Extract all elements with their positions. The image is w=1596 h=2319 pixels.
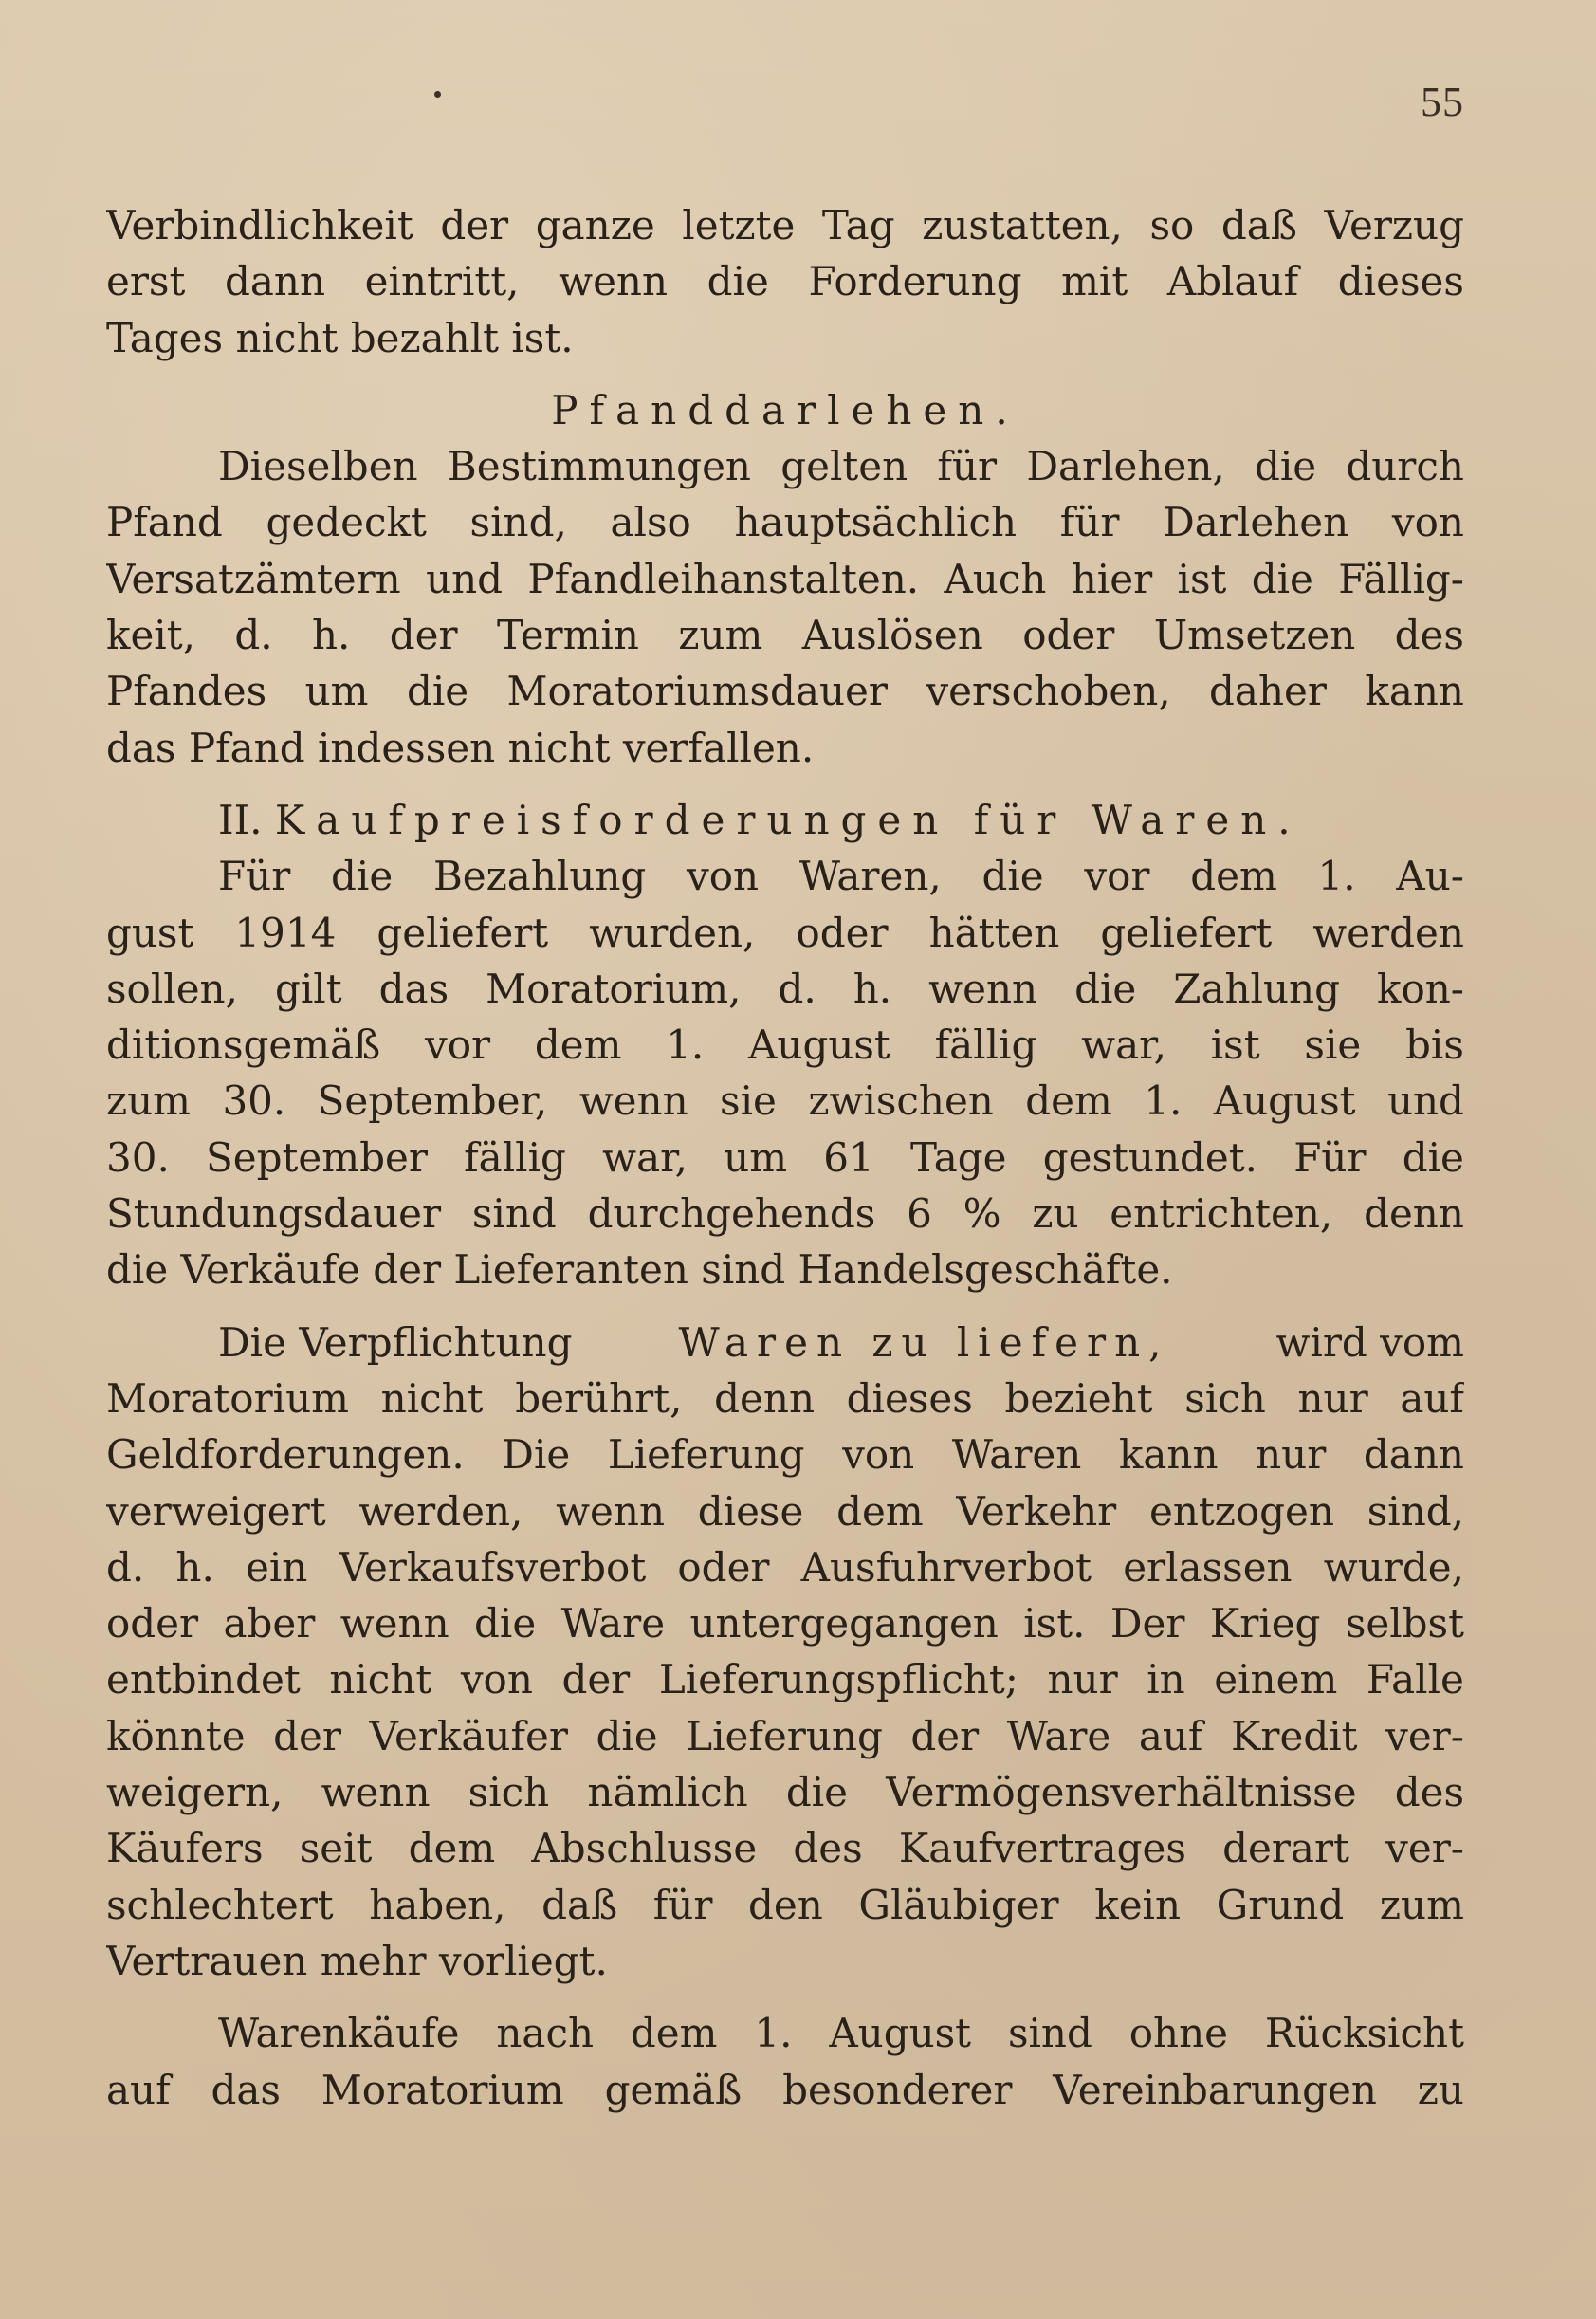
word: d. xyxy=(778,965,816,1012)
word: Moratorium xyxy=(321,2066,564,2113)
text-line xyxy=(106,438,1464,494)
word: 1. xyxy=(754,2010,793,2057)
word: Darlehen xyxy=(1163,499,1349,546)
word: Darlehen, xyxy=(1026,443,1225,490)
text-line xyxy=(106,1539,1464,1595)
word: der xyxy=(440,202,509,248)
word: Dieselben xyxy=(218,443,418,490)
word: die xyxy=(406,668,469,715)
word: nach xyxy=(496,2010,595,2057)
word: daher xyxy=(1209,668,1327,715)
word: kann xyxy=(1365,668,1464,715)
word: Auslösen xyxy=(801,612,983,659)
word: war, xyxy=(602,1133,688,1181)
word: August xyxy=(748,1021,890,1069)
text-line xyxy=(106,1764,1464,1820)
text-line xyxy=(106,2005,1464,2061)
word: auf xyxy=(1138,1712,1203,1759)
word: 6 xyxy=(907,1190,932,1238)
text-line xyxy=(106,1315,1464,1371)
word: hauptsächlich xyxy=(734,499,1018,546)
word: entbindet xyxy=(106,1656,301,1703)
text-line xyxy=(106,2062,1464,2118)
word: bis xyxy=(1405,1021,1464,1069)
word: Vereinbarungen xyxy=(1053,2066,1377,2113)
word: Moratoriumsdauer xyxy=(506,668,888,715)
text-line xyxy=(106,197,1464,253)
word: Käufers xyxy=(106,1825,264,1872)
word: ein xyxy=(245,1543,308,1591)
word: mit xyxy=(1061,258,1128,305)
text-line xyxy=(106,1651,1464,1707)
text-line: Vertrauen mehr vorliegt. xyxy=(106,1937,608,1984)
word: Ware xyxy=(1006,1712,1111,1759)
word: von xyxy=(842,1431,915,1479)
word: die xyxy=(474,1600,537,1647)
word: keit, xyxy=(106,612,195,659)
word: Pfandleihanstalten. xyxy=(527,555,920,602)
word: Der xyxy=(1110,1600,1185,1647)
word: wenn xyxy=(559,258,669,305)
word: sollen, xyxy=(106,965,238,1012)
word: Zahlung xyxy=(1173,965,1340,1012)
word: Pfand xyxy=(106,499,223,546)
word: dem xyxy=(408,1825,496,1872)
word: von xyxy=(1391,499,1464,546)
text-line xyxy=(106,1371,1464,1426)
word: wenn xyxy=(578,1077,688,1125)
word: oder xyxy=(1022,612,1115,659)
word: des xyxy=(793,1825,863,1872)
word: dieses xyxy=(846,1374,973,1422)
word: erlassen xyxy=(1123,1543,1293,1591)
word: ver- xyxy=(1385,1825,1464,1872)
word: dann xyxy=(225,258,326,305)
text-line xyxy=(106,905,1464,961)
section-number: II. xyxy=(218,796,263,843)
word: der xyxy=(389,612,458,659)
text-line xyxy=(106,848,1464,904)
word: Kaufvertrages xyxy=(898,1825,1186,1872)
word: und xyxy=(426,555,504,602)
word: haben, xyxy=(369,1881,506,1928)
word: h. xyxy=(175,1543,214,1591)
word: gelten xyxy=(780,443,908,490)
word: dem xyxy=(630,2010,718,2057)
word: 1. xyxy=(666,1021,705,1069)
word: dieses xyxy=(1337,258,1464,305)
word: ohne xyxy=(1128,2010,1228,2057)
word: entzogen xyxy=(1148,1487,1334,1535)
word: Verkehr xyxy=(956,1487,1117,1535)
word: dem xyxy=(534,1021,622,1069)
word: besonderer xyxy=(782,2066,1013,2113)
word: vor xyxy=(424,1021,491,1069)
word: zustatten, xyxy=(922,202,1123,248)
text-line: Tages nicht bezahlt ist. xyxy=(106,314,574,361)
word: für xyxy=(1059,499,1120,546)
word: 1. xyxy=(1317,853,1356,900)
word: die xyxy=(1251,555,1313,602)
word: Lieferungspflicht; xyxy=(658,1656,1018,1703)
word: September xyxy=(206,1133,428,1181)
word: könnte xyxy=(106,1712,246,1759)
word: Falle xyxy=(1366,1656,1464,1703)
word: Rücksicht xyxy=(1264,2010,1464,2057)
word: Umsetzen xyxy=(1153,612,1356,659)
text-line xyxy=(106,494,1464,550)
word: hier xyxy=(1071,555,1153,602)
word: 30. xyxy=(106,1133,170,1181)
word: ist xyxy=(1210,1021,1260,1069)
word: also xyxy=(610,499,691,546)
word: aber xyxy=(223,1600,316,1647)
word: Verzug xyxy=(1324,202,1464,248)
word: den xyxy=(748,1881,823,1928)
text-fragment: Die Verpflichtung xyxy=(218,1318,573,1366)
word: verweigert xyxy=(106,1487,326,1535)
word: sich xyxy=(468,1769,550,1816)
word: der xyxy=(910,1712,980,1759)
text-line xyxy=(106,1073,1464,1129)
word: Tag xyxy=(821,202,895,248)
word: Au- xyxy=(1396,853,1464,900)
word: der xyxy=(273,1712,341,1759)
page-mark xyxy=(434,91,441,98)
word: wenn xyxy=(928,965,1038,1012)
word: von xyxy=(460,1656,533,1703)
word: Abschlusse xyxy=(531,1825,758,1872)
text-line xyxy=(106,1877,1464,1933)
word: h. xyxy=(311,612,351,659)
word: Verkäufer xyxy=(369,1712,568,1759)
word: seit xyxy=(299,1825,373,1872)
word: 1. xyxy=(1144,1077,1183,1125)
page-body xyxy=(106,197,1464,2118)
emphasized-phrase: Waren zu liefern, xyxy=(678,1318,1170,1366)
word: Waren xyxy=(951,1431,1082,1479)
word: Bezahlung xyxy=(432,853,647,900)
word: die xyxy=(1074,965,1137,1012)
word: wenn xyxy=(556,1487,666,1535)
word: fällig xyxy=(464,1133,566,1181)
section-heading-pfanddarlehen: Pfanddarlehen. xyxy=(551,386,1019,433)
text-line xyxy=(106,961,1464,1017)
word: Ausfuhrverbot xyxy=(800,1543,1092,1591)
word: zu xyxy=(1032,1190,1079,1238)
word: entrichten, xyxy=(1110,1190,1333,1238)
word: dem xyxy=(836,1487,924,1535)
word: daß xyxy=(541,1881,618,1928)
word: um xyxy=(304,668,369,715)
word: diese xyxy=(697,1487,804,1535)
text-fragment: wird vom xyxy=(1275,1318,1464,1366)
word: des xyxy=(1394,612,1464,659)
word: wurde, xyxy=(1323,1543,1464,1591)
word: letzte xyxy=(682,202,796,248)
word: gust xyxy=(106,909,194,956)
word: gestundet. xyxy=(1042,1133,1257,1181)
word: ist xyxy=(1177,555,1227,602)
word: die xyxy=(981,853,1044,900)
text-line xyxy=(106,663,1464,719)
word: ist. xyxy=(1023,1600,1086,1647)
word: Forderung xyxy=(808,258,1022,305)
word: Auch xyxy=(944,555,1047,602)
text-line xyxy=(106,1130,1464,1186)
word: Ware xyxy=(560,1600,666,1647)
word: des xyxy=(1394,1769,1464,1816)
word: 1914 xyxy=(234,909,337,956)
word: erst xyxy=(106,258,186,305)
word: Ablauf xyxy=(1166,258,1299,305)
word: kein xyxy=(1094,1881,1182,1928)
word: Pfandes xyxy=(106,668,267,715)
word: in xyxy=(1147,1656,1185,1703)
word: werden, xyxy=(358,1487,523,1535)
word: zwischen xyxy=(808,1077,994,1125)
word: Gläubiger xyxy=(858,1881,1059,1928)
word: auf xyxy=(106,2066,171,2113)
word: die xyxy=(1402,1133,1464,1181)
word: gedeckt xyxy=(266,499,427,546)
word: oder xyxy=(106,1600,199,1647)
word: gilt xyxy=(274,965,342,1012)
word: Stundungsdauer xyxy=(106,1190,442,1238)
section-heading-kaufpreisforderungen xyxy=(106,792,1464,848)
word: fällig xyxy=(934,1021,1037,1069)
text-line xyxy=(106,1017,1464,1073)
word: kann xyxy=(1118,1431,1219,1479)
word: Waren, xyxy=(798,853,942,900)
word: geliefert xyxy=(376,909,549,956)
word: die xyxy=(1254,443,1317,490)
word: Vermögensverhältnisse xyxy=(886,1769,1357,1816)
word: Fällig- xyxy=(1338,555,1464,602)
word: die xyxy=(785,1769,849,1816)
word: September, xyxy=(317,1077,548,1125)
word: h. xyxy=(853,965,892,1012)
word: weigern, xyxy=(106,1769,284,1816)
word: Die xyxy=(502,1431,571,1479)
word: sind, xyxy=(469,499,567,546)
word: Krieg xyxy=(1209,1600,1321,1647)
word: dann xyxy=(1363,1431,1464,1479)
word: oder xyxy=(796,909,889,956)
word: daß xyxy=(1220,202,1297,248)
word: d. xyxy=(234,612,273,659)
text-line: die Verkäufe der Lieferanten sind Handelsgeschäfte. xyxy=(106,1246,1173,1294)
text-line xyxy=(106,607,1464,663)
word: so xyxy=(1149,202,1195,248)
word: untergegangen xyxy=(689,1600,999,1647)
word: von xyxy=(687,853,760,900)
word: schlechtert xyxy=(106,1881,334,1928)
word: das xyxy=(378,965,449,1012)
word: sie xyxy=(720,1077,777,1125)
word: Warenkäufe xyxy=(218,2010,460,2057)
word: zu xyxy=(1417,2066,1464,2113)
word: August xyxy=(829,2010,972,2057)
word: % xyxy=(963,1190,1001,1238)
word: Bestimmungen xyxy=(447,443,751,490)
word: bezieht xyxy=(1004,1374,1153,1422)
word: kon- xyxy=(1377,965,1464,1012)
word: dem xyxy=(1025,1077,1112,1125)
word: Lieferung xyxy=(686,1712,883,1759)
word: ganze xyxy=(535,202,655,248)
word: zum xyxy=(106,1077,192,1125)
word: Versatzämtern xyxy=(106,555,401,602)
word: zum xyxy=(678,612,763,659)
word: nämlich xyxy=(587,1769,748,1816)
word: und xyxy=(1386,1077,1464,1125)
word: wenn xyxy=(339,1600,449,1647)
word: Moratorium xyxy=(106,1374,349,1422)
word: nicht xyxy=(380,1374,484,1422)
word: August xyxy=(1213,1077,1356,1125)
word: ditionsgemäß xyxy=(106,1021,381,1069)
word: Grund xyxy=(1216,1881,1345,1928)
word: geliefert xyxy=(1100,909,1273,956)
word: nur xyxy=(1047,1656,1118,1703)
word: die xyxy=(331,853,394,900)
word: für xyxy=(652,1881,713,1928)
word: nur xyxy=(1297,1374,1368,1422)
word: auf xyxy=(1400,1374,1464,1422)
word: für xyxy=(937,443,998,490)
word: berührt, xyxy=(515,1374,683,1422)
word: derart xyxy=(1222,1825,1349,1872)
word: d. xyxy=(106,1543,145,1591)
word: sind xyxy=(471,1190,557,1238)
text-line xyxy=(106,1426,1464,1482)
word: durch xyxy=(1346,443,1464,490)
word: um xyxy=(724,1133,788,1181)
word: die xyxy=(706,258,769,305)
word: einem xyxy=(1214,1656,1338,1703)
word: Verbindlichkeit xyxy=(106,202,413,248)
word: 30. xyxy=(222,1077,286,1125)
word: das xyxy=(211,2066,281,2113)
word: hätten xyxy=(928,909,1060,956)
word: werden xyxy=(1312,909,1464,956)
word: wenn xyxy=(321,1769,431,1816)
word: denn xyxy=(714,1374,815,1422)
word: wurden, xyxy=(589,909,756,956)
word: Kredit xyxy=(1231,1712,1358,1759)
word: dem xyxy=(1190,853,1277,900)
word: sie xyxy=(1304,1021,1362,1069)
word: Für xyxy=(218,853,291,900)
word: ver- xyxy=(1385,1712,1464,1759)
word: sich xyxy=(1184,1374,1266,1422)
text-line xyxy=(106,1186,1464,1242)
word: war, xyxy=(1081,1021,1166,1069)
word: durchgehends xyxy=(587,1190,876,1238)
word: Geldforderungen. xyxy=(106,1431,465,1479)
text-line xyxy=(106,1483,1464,1539)
word: Für xyxy=(1293,1133,1367,1181)
section-title: Kaufpreisforderungen für Waren. xyxy=(274,796,1302,843)
page-number: 55 xyxy=(1421,79,1464,125)
text-line: das Pfand indessen nicht verfallen. xyxy=(106,724,815,771)
text-line xyxy=(106,1708,1464,1764)
word: gemäß xyxy=(604,2066,743,2113)
word: nur xyxy=(1256,1431,1327,1479)
word: Termin xyxy=(496,612,639,659)
text-line xyxy=(106,253,1464,309)
word: verschoben, xyxy=(926,668,1171,715)
word: Verkaufsverbot xyxy=(339,1543,647,1591)
word: eintritt, xyxy=(364,258,520,305)
word: Moratorium, xyxy=(486,965,742,1012)
text-line xyxy=(106,1595,1464,1651)
text-line xyxy=(106,1820,1464,1876)
word: Tage xyxy=(909,1133,1007,1181)
word: zum xyxy=(1379,1881,1464,1928)
word: nicht xyxy=(329,1656,432,1703)
word: der xyxy=(561,1656,631,1703)
word: die xyxy=(596,1712,658,1759)
word: sind, xyxy=(1367,1487,1464,1535)
word: sind xyxy=(1007,2010,1092,2057)
word: 61 xyxy=(823,1133,874,1181)
word: oder xyxy=(677,1543,770,1591)
word: denn xyxy=(1364,1190,1464,1238)
word: selbst xyxy=(1345,1600,1464,1647)
word: vor xyxy=(1084,853,1150,900)
text-line xyxy=(106,551,1464,607)
word: Lieferung xyxy=(607,1431,805,1479)
